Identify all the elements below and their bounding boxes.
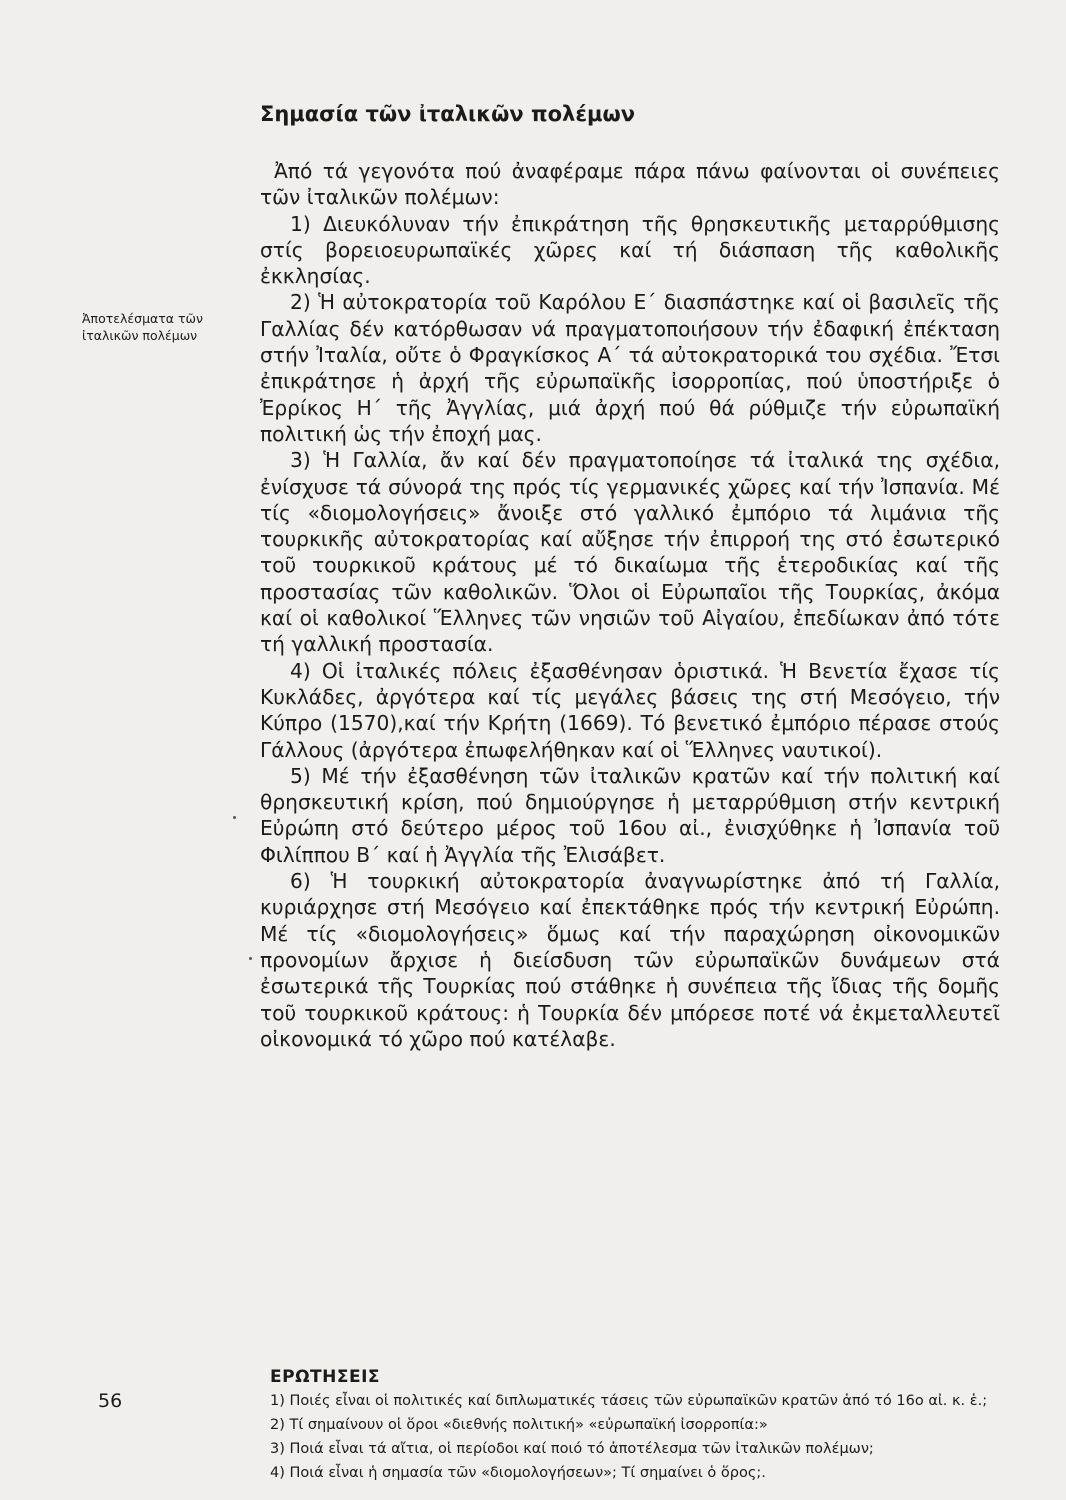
consequence-4-paragraph: 4) Οἱ ἰταλικές πόλεις ἐξασθένησαν ὁριστικά. Ἡ Βενετία ἔχασε τίς Κυκλάδες, ἀργότερα καί τίς μεγάλες βάσεις της στή Μεσόγειο, τήν Κύπρο (1570),καί τήν Κρήτη (1669). Τό βενετικό ἐμπόριο πέρασε στούς Γάλλους (ἀργότερα ἐπωφελήθηκαν καί οἱ Ἕλληνες ναυτικοί). <box>260 658 1000 762</box>
consequence-2-paragraph: 2) Ἡ αὐτοκρατορία τοῦ Καρόλου Ε΄ διασπάστηκε καί οἱ βασιλεῖς τῆς Γαλλίας δέν κατόρθωσαν νά πραγματοποιήσουν τήν ἐδαφική ἐπέκταση στήν Ἰταλία, οὔτε ὁ Φραγκίσκος Α΄ τά αὐτοκρατορικά του σχέδια. Ἔτσι ἐπικράτησε ἡ ἀρχή τῆς εὐρωπαϊκῆς ἰσορροπίας, πού ὑποστήριξε ὁ Ἐρρίκος Η΄ τῆς Ἀγγλίας, μιά ἀρχή πού θά ρύθμιζε τήν εὐρωπαϊκή πολιτική ὡς τήν ἐποχή μας. <box>260 290 1000 446</box>
questions-heading: ΕΡΩΤΗΣΕΙΣ <box>270 1367 381 1387</box>
consequence-6-paragraph: 6) Ἡ τουρκική αὐτοκρατορία ἀναγνωρίστηκε ἀπό τή Γαλλία, κυριάρχησε στή Μεσόγειο καί ἐπεκτάθηκε πρός τήν κεντρική Εὐρώπη. Μέ τίς «διομολογήσεις» ὅμως καί τήν παραχώρηση οἰκονομικῶν προνομίων ἄρχισε ἡ διείσδυση τῶν εὐρωπαϊκῶν δυνάμεων στά ἐσωτερικά τῆς Τουρκίας πού στάθηκε ἡ συνέπεια τῆς ἴδιας τῆς δομῆς τοῦ τουρκικοῦ κράτους: ἡ Τουρκία δέν μπόρεσε ποτέ νά ἐκμεταλλευτεῖ οἰκονομικά τό χῶρο πού κατέλαβε. <box>260 869 1000 1051</box>
question-item: 3) Ποιά εἶναι τά αἴτια, οἱ περίοδοι καί ποιό τό ἀποτέλεσμα τῶν ἰταλικῶν πολέμων; <box>270 1441 874 1457</box>
question-item: 2) Τί σημαίνουν οἱ ὅροι «διεθνής πολιτική» «εὐρωπαϊκή ἰσορροπία:» <box>270 1417 768 1433</box>
ink-speck <box>233 816 236 819</box>
questions-list <box>270 1391 1005 1484</box>
question-item: 1) Ποιές εἶναι οἱ πολιτικές καί διπλωματικές τάσεις τῶν εὐρωπαϊκῶν κρατῶν ἀπό τό 16ο αἰ. κ. ἑ.; <box>270 1393 988 1409</box>
intro-paragraph: Ἀπό τά γεγονότα πού ἀναφέραμε πάρα πάνω φαίνονται οἱ συνέπειες τῶν ἰταλικῶν πολέμων: <box>260 159 1000 210</box>
consequence-5-paragraph: 5) Μέ τήν ἐξασθένηση τῶν ἰταλικῶν κρατῶν καί τήν πολιτική καί θρησκευτική κρίση, πού δημιούργησε ἡ μεταρρύθμιση στήν κεντρική Εὐρώπη στό δεύτερο μέρος τοῦ 16ου αἰ., ἐνισχύθηκε ἡ Ἰσπανία τοῦ Φιλίππου Β΄ καί ἡ Ἀγγλία τῆς Ἐλισάβετ. <box>260 763 1000 867</box>
ink-speck <box>249 957 252 960</box>
consequence-1-paragraph: 1) Διευκόλυναν τήν ἐπικράτηση τῆς θρησκευτικῆς μεταρρύθμισης στίς βορειοευρωπαϊκές χῶρες καί τή διάσπαση τῆς καθολικῆς ἐκκλησίας. <box>260 211 1000 289</box>
margin-note: Ἀποτελέσματα τῶν ἰταλικῶν πολέμων <box>82 311 203 343</box>
consequence-3-paragraph: 3) Ἡ Γαλλία, ἄν καί δέν πραγματοποίησε τά ἰταλικά της σχέδια, ἐνίσχυσε τά σύνορά της πρός τίς γερμανικές χῶρες καί τήν Ἰσπανία. Μέ τίς «διομολογήσεις» ἄνοιξε στό γαλλικό ἐμπόριο τά λιμάνια τῆς τουρκικῆς αὐτοκρατορίας καί αὔξησε τήν ἐπιρροή της στό ἐσωτερικό τοῦ τουρκικοῦ κράτους μέ τό δικαίωμα τῆς ἑτεροδικίας καί τῆς προστασίας τῶν καθολικῶν. Ὅλοι οἱ Εὐρωπαῖοι τῆς Τουρκίας, ἀκόμα καί οἱ καθολικοί Ἕλληνες τῶν νησιῶν τοῦ Αἰγαίου, ἐπεδίωκαν ἀπό τότε τή γαλλική προστασία. <box>260 448 1000 657</box>
question-item: 4) Ποιά εἶναι ἡ σημασία τῶν «διομολογήσεων»; Τί σημαίνει ὁ ὅρος;. <box>270 1465 766 1481</box>
body-text <box>260 158 1000 1052</box>
page-number: 56 <box>98 1390 123 1412</box>
questions-section <box>270 1367 1005 1487</box>
section-title: Σημασία τῶν ἰταλικῶν πολέμων <box>260 102 636 126</box>
